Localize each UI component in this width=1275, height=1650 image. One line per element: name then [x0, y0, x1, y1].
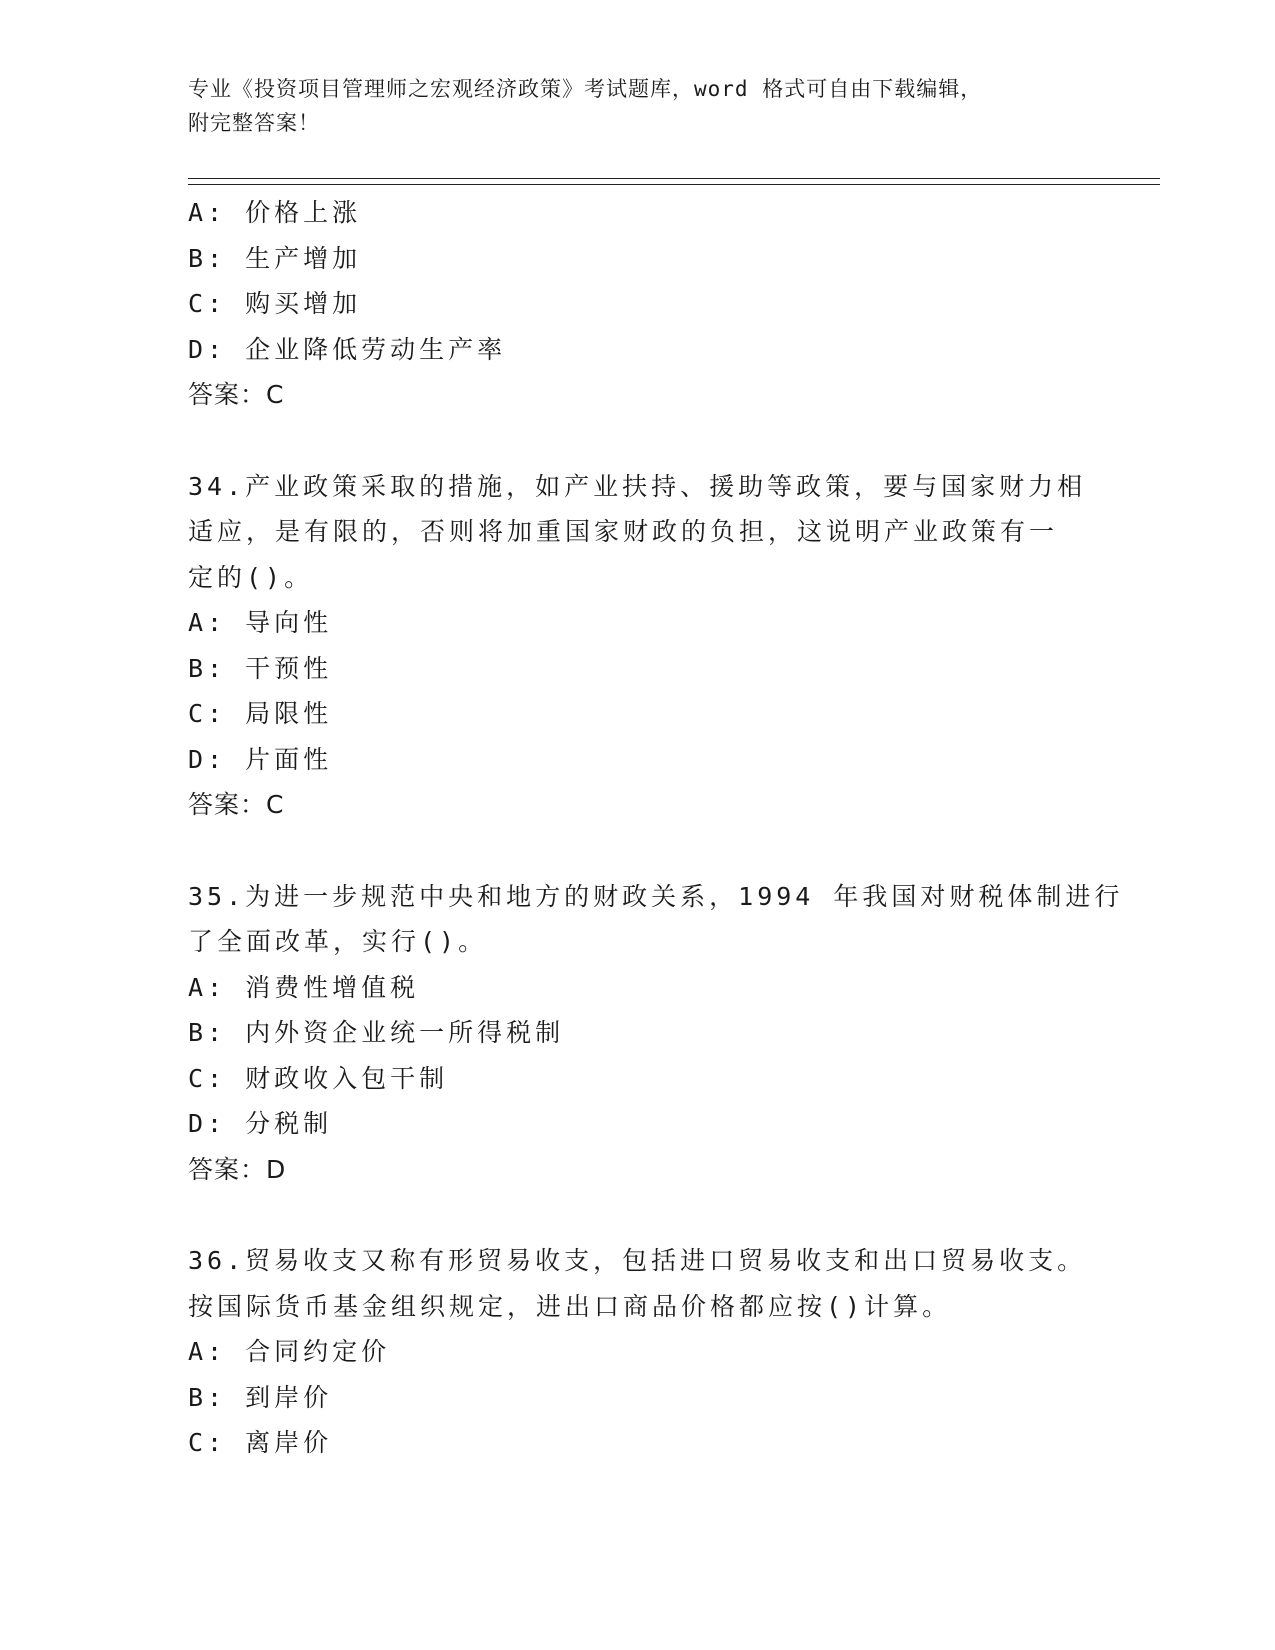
option-a: A: 价格上涨 — [188, 198, 362, 227]
question-text-line: 定的()。 — [188, 562, 314, 592]
option-d: D: 企业降低劳动生产率 — [188, 334, 507, 364]
question-34 — [188, 464, 1088, 828]
question-text-line: 35.为进一步规范中央和地方的财政关系，1994 年我国对财税体制进行 — [188, 881, 1124, 911]
option-c: C: 财政收入包干制 — [188, 1063, 449, 1093]
option-c: C: 局限性 — [188, 699, 333, 728]
spacer — [188, 1192, 1088, 1238]
document-header — [188, 72, 1088, 140]
answer: 答案：C — [188, 380, 285, 409]
option-a: A: 合同约定价 — [188, 1337, 391, 1366]
option-b: B: 到岸价 — [188, 1382, 333, 1412]
option-c: C: 离岸价 — [188, 1428, 333, 1457]
option-b: B: 内外资企业统一所得税制 — [188, 1018, 565, 1047]
option-d: D: 分税制 — [188, 1109, 333, 1138]
question-content — [188, 190, 1124, 1466]
question-text-line: 34.产业政策采取的措施，如产业扶持、援助等政策，要与国家财力相 — [188, 471, 1087, 501]
question-text-line: 36.贸易收支又称有形贸易收支，包括进口贸易收支和出口贸易收支。 — [188, 1246, 1087, 1275]
option-a: A: 消费性增值税 — [188, 972, 420, 1002]
question-33-fragment — [188, 190, 1088, 418]
question-text-line: 按国际货币基金组织规定，进出口商品价格都应按()计算。 — [188, 1291, 952, 1321]
header-divider-top — [188, 178, 1160, 179]
spacer — [188, 418, 1088, 464]
answer: 答案：D — [188, 1154, 287, 1184]
option-b: B: 干预性 — [188, 653, 333, 683]
option-b: B: 生产增加 — [188, 243, 362, 273]
option-c: C: 购买增加 — [188, 289, 362, 318]
option-d: D: 片面性 — [188, 744, 333, 774]
answer: 答案：C — [188, 790, 285, 819]
question-text-line: 了全面改革，实行()。 — [188, 927, 488, 956]
header-line-2: 附完整答案！ — [188, 111, 320, 135]
spacer — [188, 828, 1088, 874]
question-text-line: 适应，是有限的，否则将加重国家财政的负担，这说明产业政策有一 — [188, 517, 1059, 546]
header-line-1: 专业《投资项目管理师之宏观经济政策》考试题库，word 格式可自由下载编辑， — [188, 77, 983, 101]
option-a: A: 导向性 — [188, 608, 333, 637]
question-35 — [188, 874, 1124, 1193]
header-divider-bottom — [188, 184, 1160, 185]
question-36 — [188, 1238, 1088, 1466]
